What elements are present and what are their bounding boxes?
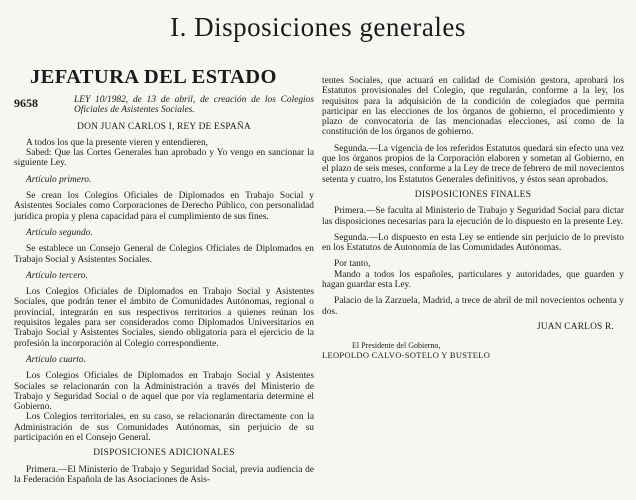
article-4-text-1: Los Colegios Oficiales de Diplomados en Trabajo Social y Asistentes Sociales se relacionarán con la Administración a través del Ministerio de Trabajo y Seguridad Social o de aquel que por vía reglamentaria determine el Gobierno. bbox=[14, 371, 314, 413]
palacio-paragraph: Palacio de la Zarzuela, Madrid, a trece de abril de mil novecientos ochenta y dos. bbox=[322, 296, 624, 317]
article-1-title: Artículo primero. bbox=[26, 174, 92, 185]
signature-name: LEOPOLDO CALVO-SOTELO Y BUSTELO bbox=[322, 350, 491, 361]
king-signature: JUAN CARLOS R. bbox=[536, 321, 614, 332]
sabed-paragraph: Sabed: Que las Cortes Generales han aprobado y Yo vengo en sancionar la siguiente Ley. bbox=[14, 148, 314, 169]
right-column bbox=[322, 76, 624, 361]
law-header bbox=[14, 95, 314, 116]
adicionales-heading: DISPOSICIONES ADICIONALES bbox=[93, 448, 235, 459]
signature-role: El Presidente del Gobierno, bbox=[352, 341, 441, 351]
article-4-text-2: Los Colegios territoriales, en su caso, se relacionarán directamente con la Administración de sus Comunidades Autónomas, sin perjuicio de su participación en el Consejo General. bbox=[14, 412, 314, 444]
article-1-text: Se crean los Colegios Oficiales de Diplomados en Trabajo Social y Asistentes Sociales como Corporaciones de Derecho Público, con personalidad jurídica propia y plena capacidad para el cumplimiento de sus fines. bbox=[14, 191, 314, 222]
intro-paragraph: A todos los que la presente vieren y entendieren, bbox=[26, 137, 208, 148]
article-3-title: Artículo tercero. bbox=[26, 270, 88, 281]
law-title: LEY 10/1982, de 13 de abril, de creación de los Colegios Oficiales de Asistentes Sociales. bbox=[74, 95, 314, 116]
left-column bbox=[14, 66, 314, 485]
primera-adicional: Primera.—El Ministerio de Trabajo y Seguridad Social, previa audiencia de la Federación Española de las Asociaciones de Asis- bbox=[14, 464, 314, 485]
article-4-title: Artículo cuarto. bbox=[26, 354, 86, 365]
continuation-paragraph: tentes Sociales, que actuará en calidad de Comisión gestora, aprobará los Estatutos provisionales del Colegio, que regularán, conforme a la ley, los requisitos para la adquisición de la condición de colegiados que permita participar en las elecciones de los órganos de gobierno, el procedimiento y plazo de convocatoria de las mencionadas elecciones, así como de la constitución de los órganos de gobierno. bbox=[322, 76, 624, 138]
segunda-adicional: Segunda.—La vigencia de los referidos Estatutos quedará sin efecto una vez que los órganos propios de la Corporación elaboren y sometan al Gobierno, en el plazo de seis meses, conforme a la Ley de trece de febrero de mil novecientos setenta y cuatro, los Estatutos Generales definitivos, y éstos sean aprobados. bbox=[322, 143, 624, 185]
mando-paragraph: Mando a todos los españoles, particulares y autoridades, que guarden y hagan guardar esta Ley. bbox=[322, 269, 624, 291]
por-tanto: Por tanto, bbox=[334, 259, 371, 270]
king-line: DON JUAN CARLOS I, REY DE ESPAÑA bbox=[77, 121, 251, 132]
section-title: I. Disposiciones generales bbox=[170, 12, 466, 42]
article-3-text: Los Colegios Oficiales de Diplomados en Trabajo Social y Asistentes Sociales, que podrán tener el ámbito de Comunidades Autónomas, regional o provincial, integrarán en sus respectivos territorios a quienes reúnan los requisitos legales para ser considerados como Diplomados Universitarios en Trabajo Social y Asistentes Sociales, siendo obligatoria para el ejercicio de la profesión la incorporación al Colegio correspondiente. bbox=[14, 287, 314, 349]
jefatura-heading: JEFATURA DEL ESTADO bbox=[30, 66, 277, 88]
finales-heading: DISPOSICIONES FINALES bbox=[414, 189, 532, 200]
article-2-text: Se establece un Consejo General de Colegios Oficiales de Diplomados en Trabajo Social y Asistentes Sociales. bbox=[14, 244, 314, 265]
law-number: 9658 bbox=[14, 96, 38, 110]
segunda-final: Segunda.—Lo dispuesto en esta Ley se entiende sin perjuicio de lo previsto en los Estatutos de Autonomía de las Comunidades Autónomas. bbox=[322, 232, 624, 254]
article-2-title: Artículo segundo. bbox=[26, 227, 93, 238]
primera-final: Primera.—Se faculta al Ministerio de Trabajo y Seguridad Social para dictar las disposiciones necesarias para la ejecución de lo dispuesto en la presente Ley. bbox=[322, 206, 624, 227]
